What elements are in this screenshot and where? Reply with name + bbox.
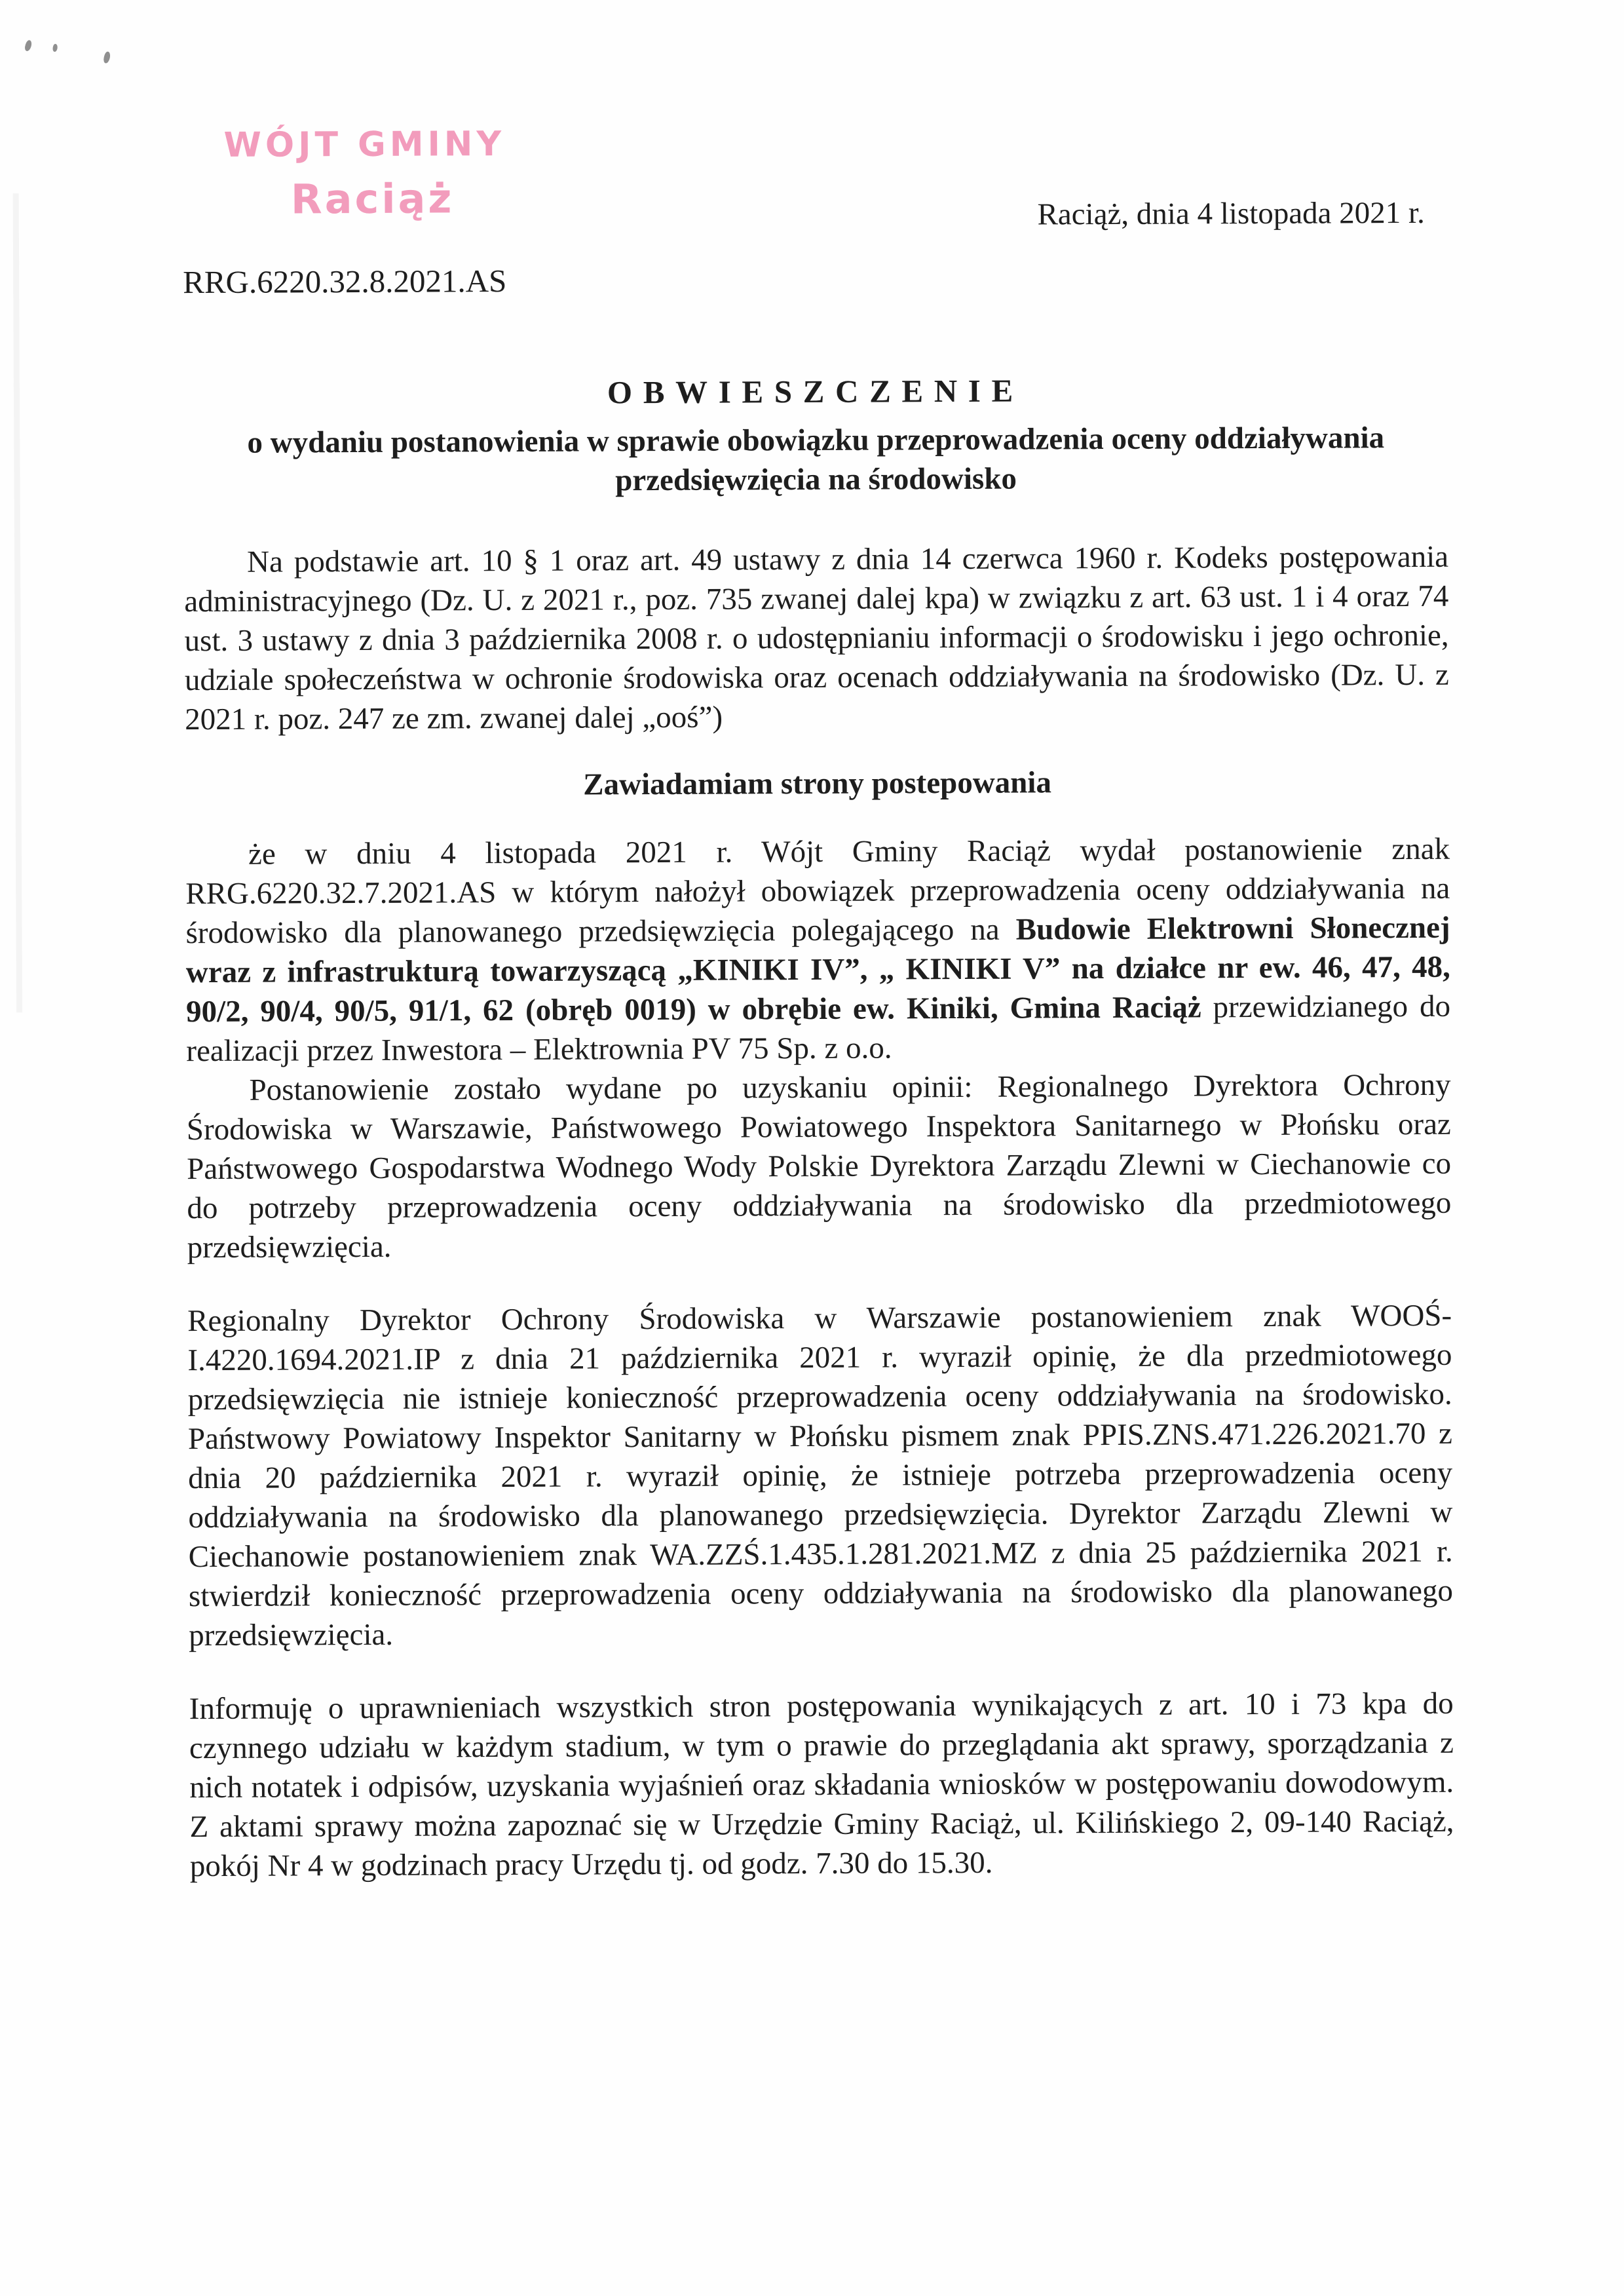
paragraph-spacer [187, 1262, 1452, 1301]
paragraph [187, 1296, 1453, 1655]
scan-speck [52, 44, 58, 52]
scan-edge-artifact [13, 193, 22, 1012]
document-title: OBWIESZCZENIE [607, 372, 1025, 411]
scan-speck [103, 51, 111, 64]
scan-speck [24, 39, 33, 52]
document-body [183, 362, 1454, 1886]
place-and-date: Raciąż, dnia 4 listopada 2021 r. [1037, 195, 1425, 232]
office-ink-stamp [217, 124, 512, 223]
paragraph [186, 1065, 1451, 1267]
stamp-town-name: Raciąż [290, 174, 455, 223]
text-run: Regionalny Dyrektor Ochrony Środowiska w Warszawie postanowieniem znak WOOŚ-I.4220.1694.2021.IP z dnia 21 października 2021 r. wyraził opinię, że dla przedmiotowego przedsięwzięcia nie istnieje konieczność przeprowadzenia oceny oddziaływania na środowisko. Państwowy Powiatowy Inspektor Sanitarny w Płońsku pismem znak PPIS.ZNS.471.226.2021.70 z dnia 20 października 2021 r. wyraził opinię, że istnieje potrzeba przeprowadzenia oceny oddziaływania na środowisko dla planowanego przedsięwzięcia. Dyrektor Zarządu Zlewni w Ciechanowie postanowieniem znak WA.ZZŚ.1.435.1.281.2021.MZ z dnia 25 października 2021 r. stwierdził konieczność przeprowadzenia oceny oddziaływania na środowisko dla planowanego przedsięwzięcia. [187, 1298, 1454, 1653]
text-run: przewidzianego do realizacji przez Inwestora – Elektrownia PV 75 Sp. z o.o. [186, 989, 1451, 1069]
paragraph [184, 537, 1449, 739]
case-reference-number: RRG.6220.32.8.2021.AS [183, 263, 507, 301]
document-subtitle: o wydaniu postanowienia w sprawie obowiązku przeprowadzenia oceny oddziaływania przedsięwzięcia na środowisko [247, 421, 1385, 498]
text-run: Postanowienie zostało wydane po uzyskaniu opinii: Regionalnego Dyrektora Ochrony Środowiska w Warszawie, Państwowego Powiatowego Inspektora Sanitarnego w Płońsku oraz Państwowego Gospodarstwa Wodnego Wody Polskie Dyrektora Zarządu Zlewni w Ciechanowie co do potrzeby przeprowadzenia oceny oddziaływania na środowisko dla przedmiotowego przedsięwzięcia. [186, 1067, 1452, 1265]
paragraph-spacer [189, 1650, 1453, 1689]
text-run: że w dniu 4 listopada 2021 r. Wójt Gminy Raciąż wydał postanowienie znak RRG.6220.32.7.2021.AS w którym nałożył obowiązek przeprowadzenia oceny oddziaływania na środowisko dla planowanego przedsięwzięcia polegającego na [185, 832, 1450, 951]
section-heading: Zawiadamiam strony postepowania [583, 765, 1052, 802]
bold-text-run: Budowie Elektrowni Słonecznej wraz z infrastrukturą towarzyszącą „KINIKI IV”, „ KINIKI V” na działce nr ew. 46, 47, 48, 90/2, 90/4, 90/5, 91/1, 62 (obręb 0019) w obrębie ew. Kiniki, Gmina Raciąż [185, 910, 1450, 1029]
document-sections [184, 537, 1454, 1886]
paragraph [189, 1684, 1454, 1886]
text-run: Na podstawie art. 10 § 1 oraz art. 49 ustawy z dnia 14 czerwca 1960 r. Kodeks postępowania administracyjnego (Dz. U. z 2021 r., poz. 735 zwanej dalej kpa) w związku z art. 63 ust. 1 i 4 oraz 74 ust. 3 ustawy z dnia 3 października 2008 r. o udostępnianiu informacji o środowisku i jego ochronie, udziale społeczeństwa w ochronie środowiska oraz ocenach oddziaływania na środowisko (Dz. U. z 2021 r. poz. 247 ze zm. zwanej dalej „ooś”) [184, 539, 1449, 737]
paragraph [185, 830, 1451, 1071]
text-run: Informuję o uprawnieniach wszystkich stron postępowania wynikających z art. 10 i 73 kpa do czynnego udziału w każdym stadium, w tym o prawie do przeglądania akt sprawy, sporządzania z nich notatek i odpisów, uzyskania wyjaśnień oraz składania wniosków w postępowaniu dowodowym. Z aktami sprawy można zapoznać się w Urzędzie Gminy Raciąż, ul. Kilińskiego 2, 09-140 Raciąż, pokój Nr 4 w godzinach pracy Urzędu tj. od godz. 7.30 do 15.30. [189, 1686, 1454, 1884]
stamp-office-name: WÓJT GMINY [223, 124, 506, 165]
